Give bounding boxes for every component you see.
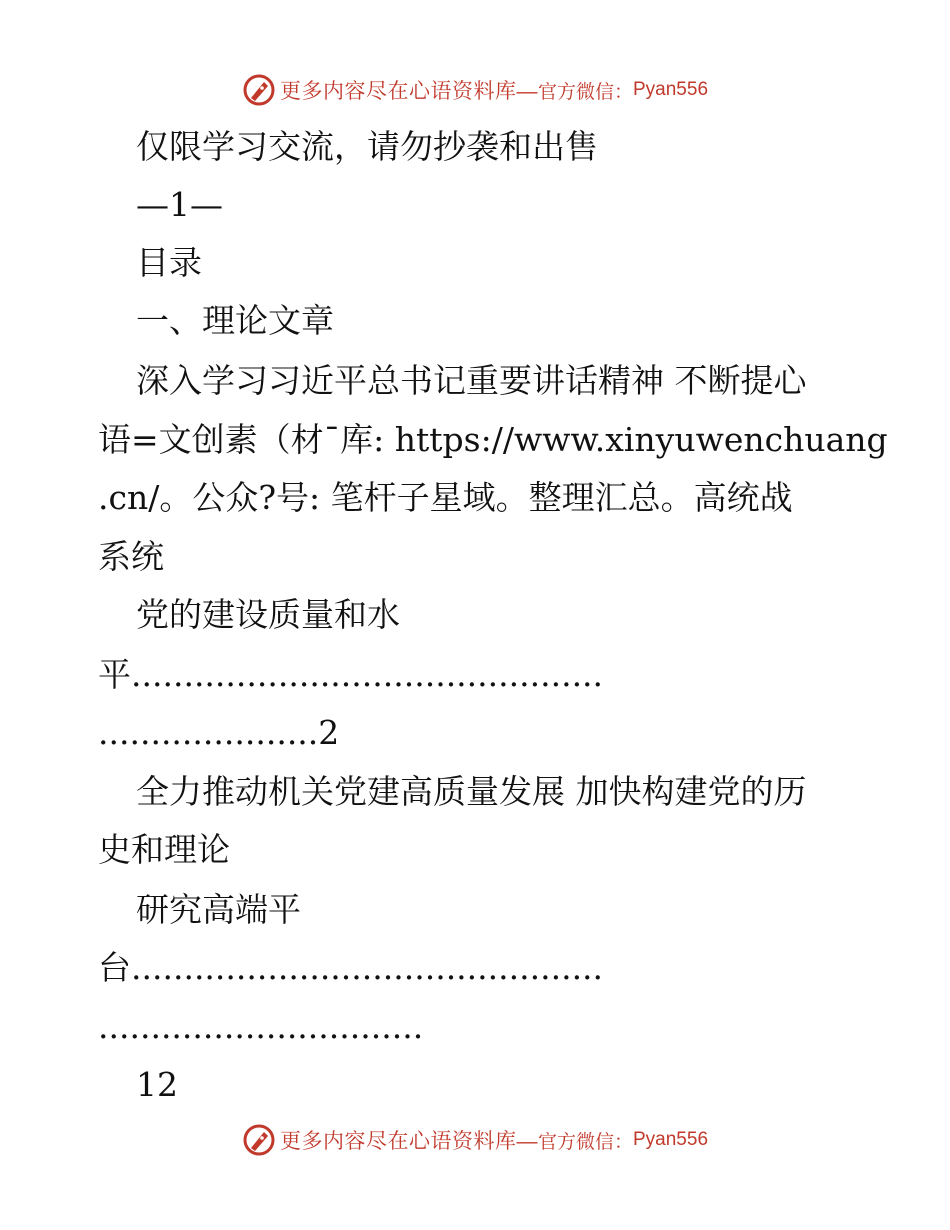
toc-entry-1-line: 深入学习习近平总书记重要讲话精神 不断提心 bbox=[136, 361, 807, 400]
toc-entry-1-leader: 平............................................. bbox=[98, 655, 604, 694]
brand-text: 更多内容尽在心语资料库— bbox=[279, 80, 538, 103]
toc-entry-1-line: 系统 bbox=[98, 537, 164, 576]
notice-line: 仅限学习交流，请勿抄袭和出售 bbox=[136, 127, 598, 166]
wechat-handle: Pyan556 bbox=[633, 79, 709, 100]
wechat-label: 官方微信： bbox=[537, 81, 633, 103]
toc-entry-1-page: .....................2 bbox=[98, 713, 340, 752]
toc-entry-2-page: 12 bbox=[136, 1065, 178, 1104]
toc-entry-2-leader: 台............................................. bbox=[98, 948, 604, 987]
footer-brand bbox=[0, 1120, 950, 1160]
wechat-label: 官方微信： bbox=[537, 1131, 633, 1153]
pen-nib-logo-icon bbox=[242, 1123, 276, 1157]
page-marker: —1— bbox=[136, 185, 223, 224]
toc-entry-2-leader: ............................... bbox=[98, 1007, 424, 1046]
header-brand bbox=[0, 70, 950, 110]
wechat-handle: Pyan556 bbox=[633, 1129, 709, 1150]
pen-nib-logo-icon bbox=[242, 73, 276, 107]
toc-entry-2-line: 全力推动机关党建高质量发展 加快构建党的历 bbox=[136, 772, 807, 811]
toc-entry-1-line: 党的建设质量和水 bbox=[136, 595, 400, 634]
toc-entry-2-line: 史和理论 bbox=[98, 830, 230, 869]
toc-title: 目录 bbox=[136, 243, 202, 282]
brand-text: 更多内容尽在心语资料库— bbox=[279, 1130, 538, 1153]
section-heading: 一、理论文章 bbox=[136, 301, 334, 340]
toc-entry-2-line: 研究高端平 bbox=[136, 890, 301, 929]
toc-entry-1-line: .cn/。公众?号: 笔杆子星域。整理汇总。高统战 bbox=[98, 478, 793, 517]
toc-entry-1-line: 语=文创素（材¯库: https://www.xinyuwenchuang bbox=[98, 420, 888, 459]
